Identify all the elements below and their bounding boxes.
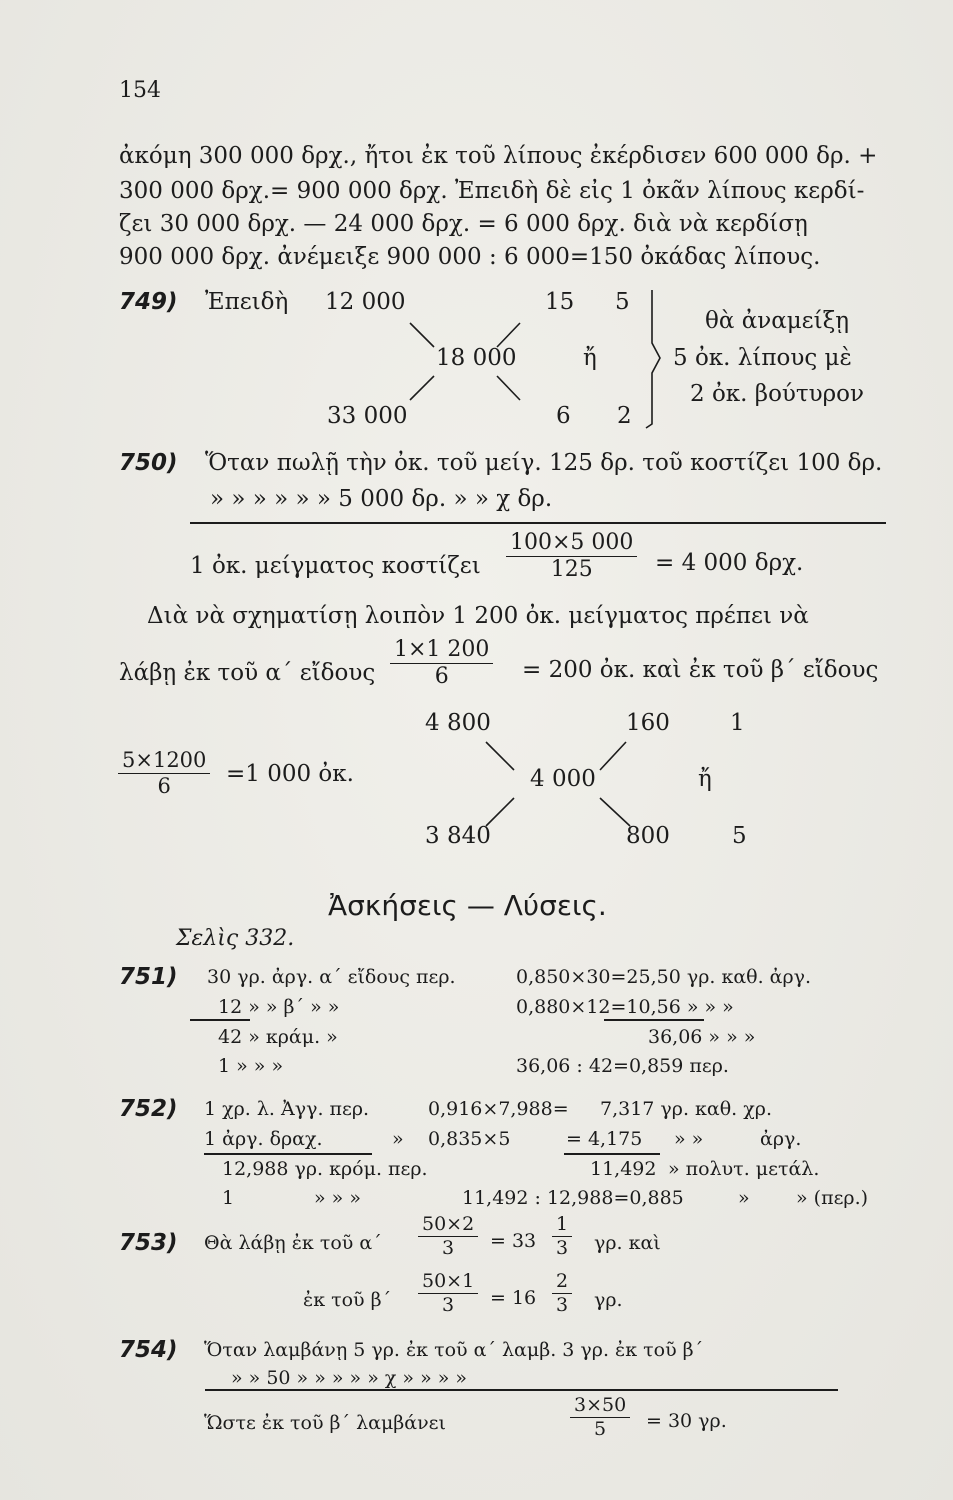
text: = 33	[490, 1230, 537, 1252]
value: 15	[545, 289, 575, 315]
text-line: ἀκόμη 300 000 δρχ., ἤτοι ἐκ τοῦ λίπους ἐκέρδισεν 600 000 δρ. +	[119, 143, 878, 169]
fraction: $\frac{50\times 2}{3}$	[418, 1215, 478, 1258]
page-reference: Σελὶς 332.	[176, 926, 295, 951]
value: 5	[732, 823, 747, 849]
diagram-line	[600, 742, 626, 770]
text: = 4 000 δρχ.	[655, 550, 804, 576]
cell: » » »	[314, 1187, 361, 1209]
value: 5	[615, 289, 630, 315]
diagram-line	[410, 376, 434, 400]
text: λάβῃ ἐκ τοῦ α΄ εἴδους	[119, 660, 376, 686]
value: 33 000	[327, 403, 408, 429]
cell: »	[738, 1187, 750, 1209]
value: 160	[626, 710, 670, 736]
diagram-line	[600, 798, 630, 826]
fraction: $\frac{100\times 5 000}{125}$	[506, 532, 637, 581]
cell: ἀργ.	[760, 1128, 802, 1150]
text-line: Ὅταν λαμβάνῃ 5 γρ. ἐκ τοῦ α΄ λαμβ. 3 γρ. ἐκ τοῦ β΄	[204, 1339, 704, 1361]
problem-number-752: 752)	[119, 1096, 178, 1122]
fraction: $\frac{1}{3}$	[552, 1215, 572, 1258]
cell: 0,916×7,988=	[428, 1098, 569, 1120]
text-line: 300 000 δρχ.= 900 000 δρχ. Ἐπειδὴ δὲ εἰς 1 ὀκᾶν λίπους κερδί-	[119, 178, 865, 204]
text: = 200 ὀκ. καὶ ἐκ τοῦ β΄ εἴδους	[522, 657, 879, 683]
page-number: 154	[119, 78, 161, 103]
text: =1 000 ὀκ.	[226, 761, 354, 787]
value: 12 000	[325, 289, 406, 315]
cell: 30 γρ. ἀργ. α΄ εἴδους περ.	[207, 966, 456, 988]
fraction: $\frac{3\times 50}{5}$	[570, 1396, 630, 1439]
value: 6	[556, 403, 571, 429]
cell: 11,492 : 12,988=0,885	[462, 1187, 684, 1209]
diagram-line	[410, 323, 434, 347]
text: ἤ	[698, 766, 712, 792]
cell: 0,835×5	[428, 1128, 511, 1150]
fraction: $\frac{2}{3}$	[552, 1272, 572, 1315]
value: 1	[730, 710, 745, 736]
value: 800	[626, 823, 670, 849]
cell: »	[392, 1128, 404, 1150]
problem-number-750: 750)	[119, 450, 178, 476]
text-line: » » 50 » » » » » χ » » » »	[231, 1367, 468, 1389]
fraction: $\frac{1\times 1 200}{6}$	[390, 639, 493, 688]
text-line: » » » » » » 5 000 δρ. » » χ δρ.	[210, 486, 553, 512]
text-line: 900 000 δρχ. ἀνέμειξε 900 000 : 6 000=150 ὀκάδας λίπους.	[119, 244, 821, 270]
text: γρ. καὶ	[594, 1232, 661, 1254]
text: Ἐπειδὴ	[205, 289, 289, 315]
value: 4 800	[425, 710, 491, 736]
cell: » πολυτ. μετάλ.	[668, 1158, 820, 1180]
cell: 36,06 » » »	[648, 1026, 756, 1048]
diagram-line	[486, 798, 514, 826]
text-line: Ὅταν πωλῇ τὴν ὀκ. τοῦ μείγ. 125 δρ. τοῦ κοστίζει 100 δρ.	[205, 450, 883, 476]
text-line: Διὰ νὰ σχηματίσῃ λοιπὸν 1 200 ὀκ. μείγματος πρέπει νὰ	[147, 603, 809, 629]
cell: 36,06 : 42=0,859 περ.	[516, 1055, 729, 1077]
text-line: ζει 30 000 δρχ. — 24 000 δρχ. = 6 000 δρχ. διὰ νὰ κερδίσῃ	[119, 211, 808, 237]
text: 1 ὀκ. μείγματος κοστίζει	[190, 553, 481, 579]
diagram-line	[497, 323, 520, 347]
diagram-line	[497, 376, 520, 400]
problem-number-753: 753)	[119, 1230, 178, 1256]
cell: 0,850×30=25,50 γρ. καθ. ἀργ.	[516, 966, 812, 988]
text: θὰ ἀναμείξῃ	[705, 308, 850, 334]
cell: 7,317 γρ. καθ. χρ.	[600, 1098, 772, 1120]
text: γρ.	[594, 1289, 623, 1311]
text: Ὥστε ἐκ τοῦ β΄ λαμβάνει	[204, 1412, 446, 1434]
cell: » »	[674, 1128, 704, 1150]
cell: 12 » » β΄ » »	[218, 996, 340, 1018]
text: Θὰ λάβῃ ἐκ τοῦ α΄	[204, 1232, 382, 1254]
fraction: $\frac{5\times 1200}{6}$	[118, 750, 210, 797]
cell: 0,880×12=10,56 » » »	[516, 996, 734, 1018]
problem-number-754: 754)	[119, 1337, 178, 1363]
text: ἐκ τοῦ β΄	[303, 1289, 392, 1311]
brace	[646, 290, 660, 428]
text: = 30 γρ.	[646, 1410, 727, 1432]
value: 3 840	[425, 823, 491, 849]
fraction: $\frac{50\times 1}{3}$	[418, 1272, 478, 1315]
cell: 1	[222, 1187, 235, 1209]
cell: » (περ.)	[796, 1187, 869, 1209]
value: 2	[617, 403, 632, 429]
value: 18 000	[436, 345, 517, 371]
cell: = 4,175	[566, 1128, 643, 1150]
cell: 1 » » »	[218, 1055, 284, 1077]
text: = 16	[490, 1287, 537, 1309]
problem-number-751: 751)	[119, 964, 178, 990]
text: 2 ὀκ. βούτυρον	[690, 381, 864, 407]
cell: 12,988 γρ. κρόμ. περ.	[222, 1158, 428, 1180]
section-title: Ἀσκήσεις — Λύσεις.	[328, 889, 607, 922]
cell: 11,492	[590, 1158, 657, 1180]
text: ἤ	[583, 345, 597, 371]
cell: 42 » κράμ. »	[218, 1026, 338, 1048]
text: 5 ὀκ. λίπους μὲ	[673, 345, 852, 371]
cell: 1 χρ. λ. Ἀγγ. περ.	[204, 1098, 370, 1120]
problem-number-749: 749)	[119, 289, 178, 315]
diagram-line	[486, 742, 514, 770]
value: 4 000	[530, 766, 596, 792]
cell: 1 ἀργ. δραχ.	[204, 1128, 323, 1150]
